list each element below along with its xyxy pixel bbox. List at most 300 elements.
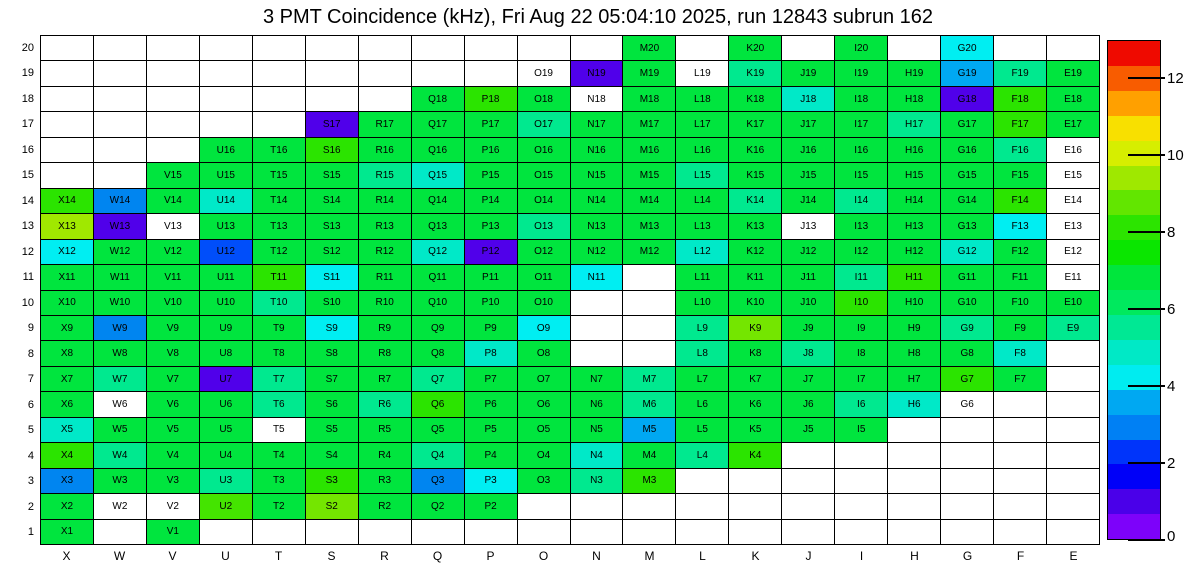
cell-empty <box>835 469 887 493</box>
cell-V12: V12 <box>147 240 199 264</box>
cell-N11: N11 <box>571 265 623 289</box>
cell-I18: I18 <box>835 87 887 111</box>
cell-empty <box>94 36 146 60</box>
cell-empty <box>782 520 834 544</box>
cell-empty <box>571 36 623 60</box>
cell-G17: G17 <box>941 112 993 136</box>
cell-J19: J19 <box>782 61 834 85</box>
cell-X10: X10 <box>41 291 93 315</box>
cell-U12: U12 <box>200 240 252 264</box>
cell-M6: M6 <box>623 392 675 416</box>
cell-V5: V5 <box>147 418 199 442</box>
cell-T13: T13 <box>253 214 305 238</box>
cell-empty <box>200 520 252 544</box>
cell-empty <box>676 520 728 544</box>
colorbar-tick-label: 2 <box>1167 455 1176 473</box>
x-axis-label-F: F <box>1016 549 1025 563</box>
x-axis-label-M: M <box>644 549 655 563</box>
cell-J18: J18 <box>782 87 834 111</box>
colorbar-tick-label: 6 <box>1167 301 1176 319</box>
cell-G14: G14 <box>941 189 993 213</box>
cell-S16: S16 <box>306 138 358 162</box>
cell-W5: W5 <box>94 418 146 442</box>
cell-G16: G16 <box>941 138 993 162</box>
cell-P14: P14 <box>465 189 517 213</box>
cell-I20: I20 <box>835 36 887 60</box>
x-axis-label-E: E <box>1069 549 1078 563</box>
cell-O10: O10 <box>518 291 570 315</box>
cell-P6: P6 <box>465 392 517 416</box>
colorbar-segment <box>1108 91 1160 116</box>
colorbar-tick <box>1128 77 1165 79</box>
cell-R14: R14 <box>359 189 411 213</box>
cell-M4: M4 <box>623 443 675 467</box>
cell-X8: X8 <box>41 341 93 365</box>
cell-X6: X6 <box>41 392 93 416</box>
cell-Q14: Q14 <box>412 189 464 213</box>
cell-G8: G8 <box>941 341 993 365</box>
cell-P3: P3 <box>465 469 517 493</box>
cell-F18: F18 <box>994 87 1046 111</box>
cell-N4: N4 <box>571 443 623 467</box>
cell-empty <box>994 469 1046 493</box>
cell-empty <box>888 469 940 493</box>
cell-I19: I19 <box>835 61 887 85</box>
cell-U3: U3 <box>200 469 252 493</box>
cell-S17: S17 <box>306 112 358 136</box>
cell-empty <box>41 138 93 162</box>
cell-V6: V6 <box>147 392 199 416</box>
cell-empty <box>253 61 305 85</box>
cell-T2: T2 <box>253 494 305 518</box>
cell-O5: O5 <box>518 418 570 442</box>
cell-G20: G20 <box>941 36 993 60</box>
cell-U7: U7 <box>200 367 252 391</box>
cell-E15: E15 <box>1047 163 1099 187</box>
colorbar-tick-label: 8 <box>1167 224 1176 242</box>
cell-Q10: Q10 <box>412 291 464 315</box>
cell-N17: N17 <box>571 112 623 136</box>
cell-G18: G18 <box>941 87 993 111</box>
cell-M5: M5 <box>623 418 675 442</box>
y-axis-label-3: 3 <box>27 475 34 488</box>
cell-O7: O7 <box>518 367 570 391</box>
cell-empty <box>994 443 1046 467</box>
cell-U16: U16 <box>200 138 252 162</box>
colorbar-segment <box>1108 489 1160 514</box>
cell-empty <box>941 443 993 467</box>
colorbar-segment <box>1108 390 1160 415</box>
cell-R8: R8 <box>359 341 411 365</box>
heatmap-grid <box>40 35 1100 545</box>
y-axis-label-6: 6 <box>27 398 34 411</box>
cell-X13: X13 <box>41 214 93 238</box>
x-axis-label-U: U <box>221 549 230 563</box>
cell-N12: N12 <box>571 240 623 264</box>
cell-T12: T12 <box>253 240 305 264</box>
cell-empty <box>994 36 1046 60</box>
cell-J15: J15 <box>782 163 834 187</box>
cell-E19: E19 <box>1047 61 1099 85</box>
cell-empty <box>41 61 93 85</box>
cell-N15: N15 <box>571 163 623 187</box>
cell-U4: U4 <box>200 443 252 467</box>
cell-N3: N3 <box>571 469 623 493</box>
cell-empty <box>782 36 834 60</box>
cell-S6: S6 <box>306 392 358 416</box>
cell-X7: X7 <box>41 367 93 391</box>
cell-K20: K20 <box>729 36 781 60</box>
x-axis-label-S: S <box>327 549 336 563</box>
cell-L5: L5 <box>676 418 728 442</box>
cell-K15: K15 <box>729 163 781 187</box>
cell-empty <box>994 494 1046 518</box>
cell-Q17: Q17 <box>412 112 464 136</box>
cell-U9: U9 <box>200 316 252 340</box>
cell-K19: K19 <box>729 61 781 85</box>
cell-U8: U8 <box>200 341 252 365</box>
cell-Q13: Q13 <box>412 214 464 238</box>
cell-Q7: Q7 <box>412 367 464 391</box>
cell-S12: S12 <box>306 240 358 264</box>
cell-I8: I8 <box>835 341 887 365</box>
cell-M19: M19 <box>623 61 675 85</box>
cell-empty <box>676 469 728 493</box>
cell-N6: N6 <box>571 392 623 416</box>
cell-empty <box>306 36 358 60</box>
cell-G19: G19 <box>941 61 993 85</box>
cell-X14: X14 <box>41 189 93 213</box>
cell-empty <box>94 520 146 544</box>
cell-empty <box>888 418 940 442</box>
colorbar-segment <box>1108 290 1160 315</box>
cell-empty <box>359 36 411 60</box>
y-axis-label-19: 19 <box>21 67 34 80</box>
colorbar-segment <box>1108 41 1160 66</box>
cell-T5: T5 <box>253 418 305 442</box>
cell-empty <box>306 520 358 544</box>
cell-U2: U2 <box>200 494 252 518</box>
cell-empty <box>1047 494 1099 518</box>
cell-M7: M7 <box>623 367 675 391</box>
cell-L4: L4 <box>676 443 728 467</box>
cell-empty <box>518 520 570 544</box>
cell-J7: J7 <box>782 367 834 391</box>
cell-empty <box>835 443 887 467</box>
cell-M12: M12 <box>623 240 675 264</box>
cell-O14: O14 <box>518 189 570 213</box>
cell-O3: O3 <box>518 469 570 493</box>
colorbar-tick-label: 0 <box>1167 528 1176 545</box>
cell-N18: N18 <box>571 87 623 111</box>
cell-H14: H14 <box>888 189 940 213</box>
cell-M17: M17 <box>623 112 675 136</box>
cell-F15: F15 <box>994 163 1046 187</box>
cell-P7: P7 <box>465 367 517 391</box>
cell-I16: I16 <box>835 138 887 162</box>
cell-S4: S4 <box>306 443 358 467</box>
cell-empty <box>94 138 146 162</box>
cell-F11: F11 <box>994 265 1046 289</box>
cell-T6: T6 <box>253 392 305 416</box>
cell-X3: X3 <box>41 469 93 493</box>
cell-V14: V14 <box>147 189 199 213</box>
cell-P18: P18 <box>465 87 517 111</box>
cell-W12: W12 <box>94 240 146 264</box>
cell-empty <box>518 36 570 60</box>
cell-V2: V2 <box>147 494 199 518</box>
cell-H7: H7 <box>888 367 940 391</box>
cell-W6: W6 <box>94 392 146 416</box>
cell-O8: O8 <box>518 341 570 365</box>
cell-R6: R6 <box>359 392 411 416</box>
cell-G13: G13 <box>941 214 993 238</box>
cell-M15: M15 <box>623 163 675 187</box>
cell-P10: P10 <box>465 291 517 315</box>
cell-Q11: Q11 <box>412 265 464 289</box>
cell-empty <box>412 36 464 60</box>
cell-J6: J6 <box>782 392 834 416</box>
cell-S5: S5 <box>306 418 358 442</box>
colorbar-tick-label: 4 <box>1167 378 1176 396</box>
cell-empty <box>412 520 464 544</box>
y-axis-label-14: 14 <box>21 194 34 207</box>
cell-V3: V3 <box>147 469 199 493</box>
cell-Q6: Q6 <box>412 392 464 416</box>
cell-V1: V1 <box>147 520 199 544</box>
cell-T10: T10 <box>253 291 305 315</box>
cell-empty <box>465 61 517 85</box>
cell-U13: U13 <box>200 214 252 238</box>
cell-J11: J11 <box>782 265 834 289</box>
cell-F10: F10 <box>994 291 1046 315</box>
cell-empty <box>571 520 623 544</box>
cell-Q9: Q9 <box>412 316 464 340</box>
y-axis-label-5: 5 <box>27 424 34 437</box>
colorbar-segment <box>1108 240 1160 265</box>
y-axis-label-7: 7 <box>27 373 34 386</box>
cell-empty <box>200 112 252 136</box>
cell-X2: X2 <box>41 494 93 518</box>
x-axis-label-X: X <box>62 549 71 563</box>
colorbar-segment <box>1108 514 1160 539</box>
cell-empty <box>1047 392 1099 416</box>
cell-empty <box>676 494 728 518</box>
cell-J13: J13 <box>782 214 834 238</box>
cell-S15: S15 <box>306 163 358 187</box>
y-axis-label-9: 9 <box>27 322 34 335</box>
cell-empty <box>412 61 464 85</box>
y-axis-label-13: 13 <box>21 220 34 233</box>
colorbar-segment <box>1108 166 1160 191</box>
cell-R2: R2 <box>359 494 411 518</box>
cell-N16: N16 <box>571 138 623 162</box>
cell-empty <box>41 112 93 136</box>
cell-T3: T3 <box>253 469 305 493</box>
x-axis-label-J: J <box>805 549 812 563</box>
cell-J8: J8 <box>782 341 834 365</box>
cell-S13: S13 <box>306 214 358 238</box>
cell-L19: L19 <box>676 61 728 85</box>
cell-S8: S8 <box>306 341 358 365</box>
cell-K9: K9 <box>729 316 781 340</box>
cell-H15: H15 <box>888 163 940 187</box>
cell-Q2: Q2 <box>412 494 464 518</box>
cell-O13: O13 <box>518 214 570 238</box>
cell-H18: H18 <box>888 87 940 111</box>
cell-Q16: Q16 <box>412 138 464 162</box>
cell-J12: J12 <box>782 240 834 264</box>
cell-empty <box>623 341 675 365</box>
chart-title: 3 PMT Coincidence (kHz), Fri Aug 22 05:04:10 2025, run 12843 subrun 162 <box>262 6 934 28</box>
cell-L16: L16 <box>676 138 728 162</box>
cell-I6: I6 <box>835 392 887 416</box>
y-axis <box>0 35 34 545</box>
cell-G15: G15 <box>941 163 993 187</box>
cell-O12: O12 <box>518 240 570 264</box>
cell-empty <box>359 520 411 544</box>
cell-I10: I10 <box>835 291 887 315</box>
colorbar-segment <box>1108 116 1160 141</box>
cell-R15: R15 <box>359 163 411 187</box>
cell-empty <box>571 316 623 340</box>
cell-empty <box>147 36 199 60</box>
cell-empty <box>306 61 358 85</box>
cell-O15: O15 <box>518 163 570 187</box>
colorbar-segment <box>1108 440 1160 465</box>
x-axis-label-O: O <box>538 549 549 563</box>
x-axis-label-N: N <box>592 549 601 563</box>
cell-W11: W11 <box>94 265 146 289</box>
cell-I15: I15 <box>835 163 887 187</box>
cell-K10: K10 <box>729 291 781 315</box>
cell-K18: K18 <box>729 87 781 111</box>
cell-empty <box>147 112 199 136</box>
cell-K13: K13 <box>729 214 781 238</box>
cell-S2: S2 <box>306 494 358 518</box>
cell-T15: T15 <box>253 163 305 187</box>
cell-K7: K7 <box>729 367 781 391</box>
cell-empty <box>41 36 93 60</box>
cell-I9: I9 <box>835 316 887 340</box>
colorbar-segment <box>1108 315 1160 340</box>
cell-S10: S10 <box>306 291 358 315</box>
cell-W3: W3 <box>94 469 146 493</box>
cell-empty <box>94 61 146 85</box>
cell-empty <box>729 469 781 493</box>
cell-X12: X12 <box>41 240 93 264</box>
cell-X4: X4 <box>41 443 93 467</box>
cell-empty <box>253 36 305 60</box>
cell-empty <box>1047 418 1099 442</box>
cell-U11: U11 <box>200 265 252 289</box>
cell-empty <box>623 494 675 518</box>
cell-L18: L18 <box>676 87 728 111</box>
cell-U5: U5 <box>200 418 252 442</box>
cell-V10: V10 <box>147 291 199 315</box>
cell-K14: K14 <box>729 189 781 213</box>
cell-L8: L8 <box>676 341 728 365</box>
cell-empty <box>835 520 887 544</box>
cell-L14: L14 <box>676 189 728 213</box>
cell-empty <box>200 61 252 85</box>
cell-I13: I13 <box>835 214 887 238</box>
cell-W10: W10 <box>94 291 146 315</box>
cell-K4: K4 <box>729 443 781 467</box>
cell-E12: E12 <box>1047 240 1099 264</box>
cell-R10: R10 <box>359 291 411 315</box>
cell-M13: M13 <box>623 214 675 238</box>
cell-J10: J10 <box>782 291 834 315</box>
cell-R7: R7 <box>359 367 411 391</box>
cell-empty <box>888 494 940 518</box>
x-axis-label-R: R <box>380 549 389 563</box>
cell-Q8: Q8 <box>412 341 464 365</box>
cell-R11: R11 <box>359 265 411 289</box>
x-axis-label-W: W <box>113 549 126 563</box>
cell-I5: I5 <box>835 418 887 442</box>
cell-G9: G9 <box>941 316 993 340</box>
cell-F12: F12 <box>994 240 1046 264</box>
x-axis-label-I: I <box>859 549 864 563</box>
cell-H8: H8 <box>888 341 940 365</box>
cell-empty <box>782 494 834 518</box>
cell-M16: M16 <box>623 138 675 162</box>
cell-empty <box>465 520 517 544</box>
colorbar-tick <box>1128 539 1165 541</box>
cell-empty <box>359 87 411 111</box>
y-axis-label-20: 20 <box>21 41 34 54</box>
cell-empty <box>200 87 252 111</box>
cell-T9: T9 <box>253 316 305 340</box>
cell-W14: W14 <box>94 189 146 213</box>
cell-W9: W9 <box>94 316 146 340</box>
cell-G10: G10 <box>941 291 993 315</box>
cell-H11: H11 <box>888 265 940 289</box>
cell-V15: V15 <box>147 163 199 187</box>
cell-T11: T11 <box>253 265 305 289</box>
cell-empty <box>623 291 675 315</box>
cell-empty <box>41 163 93 187</box>
x-axis-label-K: K <box>751 549 760 563</box>
cell-L9: L9 <box>676 316 728 340</box>
colorbar-tick-label: 10 <box>1167 147 1184 165</box>
colorbar-segment <box>1108 265 1160 290</box>
colorbar-segment <box>1108 415 1160 440</box>
cell-P9: P9 <box>465 316 517 340</box>
y-axis-label-4: 4 <box>27 449 34 462</box>
cell-I12: I12 <box>835 240 887 264</box>
cell-empty <box>888 520 940 544</box>
cell-V4: V4 <box>147 443 199 467</box>
cell-F19: F19 <box>994 61 1046 85</box>
x-axis <box>40 547 1100 565</box>
cell-empty <box>306 87 358 111</box>
cell-O19: O19 <box>518 61 570 85</box>
cell-empty <box>465 36 517 60</box>
cell-S7: S7 <box>306 367 358 391</box>
cell-empty <box>941 520 993 544</box>
cell-J14: J14 <box>782 189 834 213</box>
cell-X9: X9 <box>41 316 93 340</box>
cell-empty <box>888 36 940 60</box>
cell-F13: F13 <box>994 214 1046 238</box>
y-axis-label-8: 8 <box>27 347 34 360</box>
cell-empty <box>835 494 887 518</box>
cell-J17: J17 <box>782 112 834 136</box>
cell-R4: R4 <box>359 443 411 467</box>
cell-K16: K16 <box>729 138 781 162</box>
